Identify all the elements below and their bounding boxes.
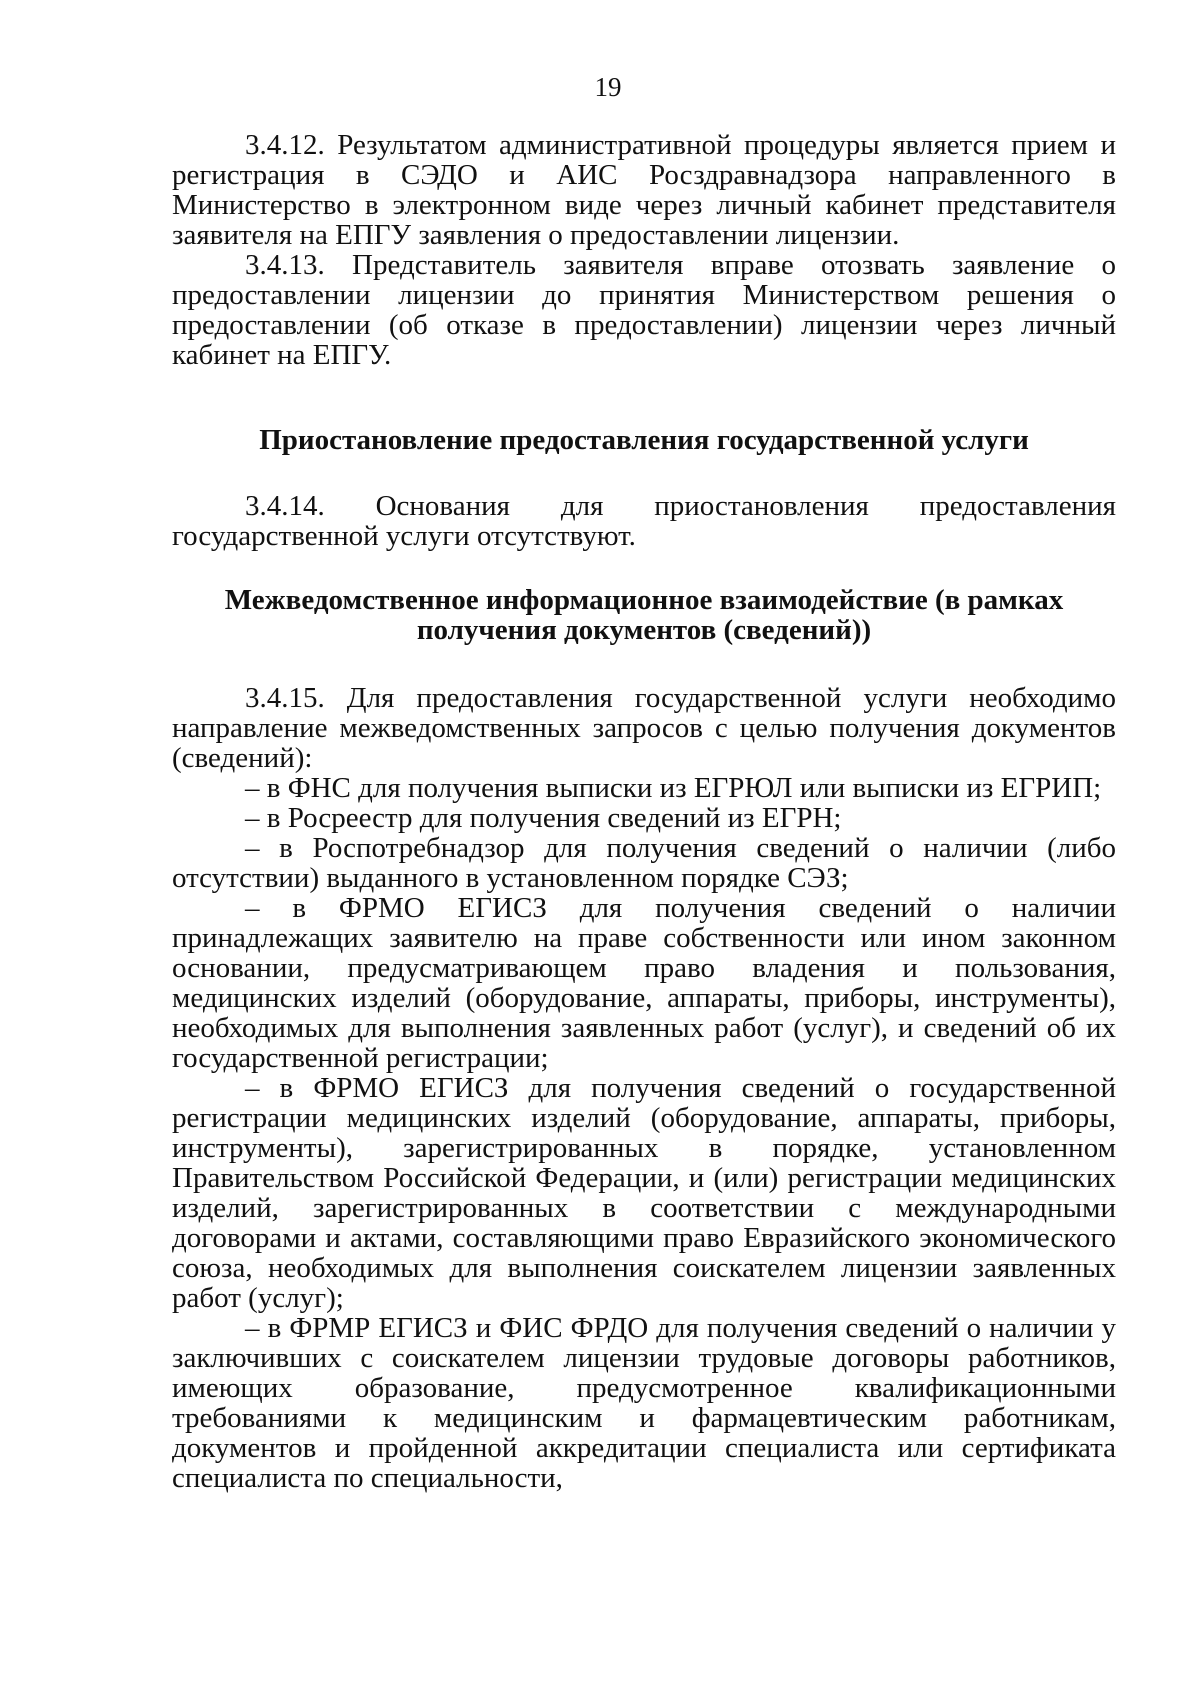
list-item-frmo-registration: – в ФРМО ЕГИСЗ для получения сведений о государственной регистрации медицинских изделий (оборудование, аппараты, приборы, инструменты), зарегистрированных в порядке, установленном Правительством Российской Федерации, и (или) регистрации медицинских изделий, зарегистрированных в соответствии с международными договорами и актами, составляющими право Евразийского экономического союза, необходимых для выполнения соискателем лицензии заявленных работ (услуг); [172, 1072, 1116, 1314]
page-number: 19 [594, 72, 622, 102]
list-item-frmo-ownership: – в ФРМО ЕГИСЗ для получения сведений о наличии принадлежащих заявителю на праве собственности или ином законном основании, предусматривающем право владения и пользования, медицинских изделий (оборудование, аппараты, приборы, инструменты), необходимых для выполнения заявленных работ (услуг), и сведений об их государственной регистрации; [172, 892, 1116, 1074]
section-registration [172, 130, 1116, 370]
list-item-rosreestr: – в Росреестр для получения сведений из ЕГРН; [245, 802, 842, 834]
heading-suspension-block [172, 425, 1116, 455]
heading-interagency-block [172, 585, 1116, 645]
list-item-frmr-frdo: – в ФРМР ЕГИСЗ и ФИС ФРДО для получения сведений о наличии у заключивших с соискателем лицензии трудовые договоры работников, имеющих образование, предусмотренное квалификационными требованиями к медицинским и фармацевтическим работникам, документов и пройденной аккредитации специалиста или сертификата специалиста по специальности, [172, 1312, 1116, 1494]
list-item-fns: – в ФНС для получения выписки из ЕГРЮЛ или выписки из ЕГРИП; [245, 772, 1102, 804]
heading-suspension: Приостановление предоставления государственной услуги [259, 424, 1029, 456]
heading-interagency-line1: Межведомственное информационное взаимодействие (в рамках [224, 584, 1064, 616]
paragraph-3-4-13: 3.4.13. Представитель заявителя вправе отозвать заявление о предоставлении лицензии до принятия Министерством решения о предоставлении (об отказе в предоставлении) лицензии через личный кабинет на ЕПГУ. [172, 249, 1116, 371]
section-interagency [172, 683, 1116, 1493]
paragraph-3-4-14: 3.4.14. Основания для приостановления предоставления государственной услуги отсутствуют. [172, 490, 1116, 552]
list-item-rospotrebnadzor: – в Роспотребнадзор для получения сведений о наличии (либо отсутствии) выданного в установленном порядке СЭЗ; [172, 832, 1116, 894]
paragraph-3-4-15: 3.4.15. Для предоставления государственной услуги необходимо направление межведомственных запросов с целью получения документов (сведений): [172, 682, 1116, 774]
paragraph-3-4-12: 3.4.12. Результатом административной процедуры является прием и регистрация в СЭДО и АИС Росздравнадзора направленного в Министерство в электронном виде через личный кабинет представителя заявителя на ЕПГУ заявления о предоставлении лицензии. [172, 129, 1116, 251]
section-suspension [172, 491, 1116, 551]
heading-interagency-line2: получения документов (сведений)) [416, 614, 872, 646]
